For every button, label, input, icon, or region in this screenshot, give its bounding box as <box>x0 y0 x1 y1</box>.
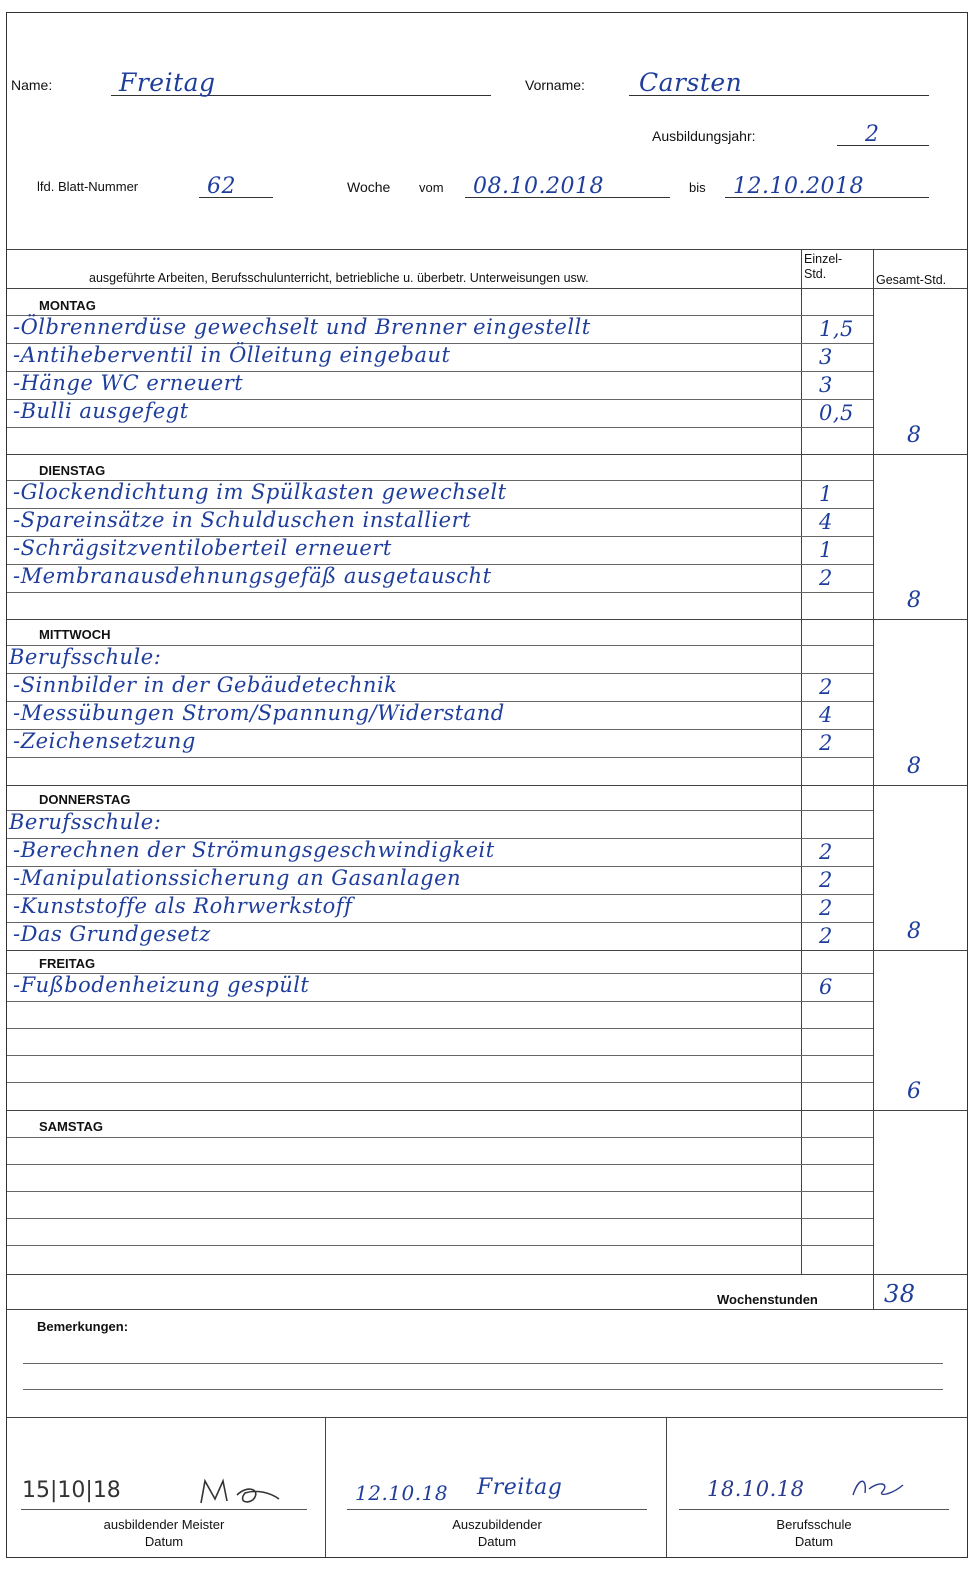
total-freitag: 6 <box>907 1079 922 1104</box>
schule-sign-line <box>679 1509 949 1510</box>
col-einzel-header-1: Einzel- <box>804 252 843 266</box>
day-label-donnerstag: DONNERSTAG <box>39 792 131 807</box>
signature-top-line <box>7 1417 967 1418</box>
vorname-field <box>629 68 929 97</box>
total-mittwoch: 8 <box>907 754 922 779</box>
table-top-line <box>7 249 967 250</box>
entry-dienstag-1: -Glockendichtung im Spülkasten gewechselt <box>13 480 507 504</box>
name-field <box>111 68 491 97</box>
vom-field <box>465 173 670 198</box>
blatt-field <box>199 173 273 198</box>
rule <box>7 1218 873 1219</box>
hours-mittwoch-2: 4 <box>819 703 833 727</box>
rule <box>7 592 873 593</box>
schule-signature-icon <box>849 1473 909 1503</box>
entry-mittwoch-1: -Sinnbilder in der Gebäudetechnik <box>13 673 398 697</box>
hours-donnerstag-1: 2 <box>819 840 833 864</box>
entry-donnerstag-1: -Berechnen der Strömungsgeschwindigkeit <box>13 838 495 862</box>
rule <box>7 1028 873 1029</box>
entry-dienstag-3: -Schrägsitzventiloberteil erneuert <box>13 536 392 560</box>
day-separator <box>7 785 967 786</box>
entry-mittwoch-2: -Messübungen Strom/Spannung/Widerstand <box>13 701 505 725</box>
entry-donnerstag-4: -Das Grundgesetz <box>13 922 211 946</box>
hours-donnerstag-4: 2 <box>819 924 833 948</box>
meister-caption-2: Datum <box>144 1534 184 1549</box>
heading-donnerstag: Berufsschule: <box>9 810 162 834</box>
hours-donnerstag-2: 2 <box>819 868 833 892</box>
azubi-sign-line <box>347 1509 647 1510</box>
azubi-date: 12.10.18 <box>355 1481 449 1505</box>
meister-date: 15|10|18 <box>22 1478 121 1503</box>
vom-value: 08.10.2018 <box>473 174 604 199</box>
entry-montag-2: -Antiheberventil in Ölleitung eingebaut <box>13 343 451 367</box>
day-separator <box>7 454 967 455</box>
rule <box>7 427 873 428</box>
day-label-mittwoch: MITTWOCH <box>39 627 111 642</box>
day-label-freitag: FREITAG <box>39 956 96 971</box>
day-separator <box>7 950 967 951</box>
hours-dienstag-2: 4 <box>819 510 833 534</box>
bemerkungen-line-1 <box>23 1363 943 1364</box>
woche-label: Woche <box>347 179 391 195</box>
bis-label: bis <box>689 180 706 195</box>
col-main-header: ausgeführte Arbeiten, Berufsschulunterricht, betriebliche u. überbetr. Unterweisungen usw. <box>89 271 589 285</box>
hours-dienstag-4: 2 <box>819 566 833 590</box>
total-montag: 8 <box>907 423 922 448</box>
entry-donnerstag-2: -Manipulationssicherung an Gasanlagen <box>13 866 462 890</box>
day-label-dienstag: DIENSTAG <box>39 463 106 478</box>
total-donnerstag: 8 <box>907 919 922 944</box>
wochenstunden-value: 38 <box>884 1280 916 1308</box>
day-separator <box>7 619 967 620</box>
bemerkungen-label: Bemerkungen: <box>37 1319 129 1334</box>
hours-montag-2: 3 <box>819 345 833 369</box>
ausbildungsjahr-label: Ausbildungsjahr: <box>652 128 756 144</box>
meister-caption-1: ausbildender Meister <box>103 1517 225 1532</box>
day-separator <box>7 1110 967 1111</box>
schule-caption <box>679 1516 949 1550</box>
hours-freitag-1: 6 <box>819 975 833 999</box>
heading-mittwoch: Berufsschule: <box>9 645 162 669</box>
azubi-caption-2: Datum <box>477 1534 517 1549</box>
col-gesamt-divider <box>873 249 874 1309</box>
entry-montag-1: -Ölbrennerdüse gewechselt und Brenner eingestellt <box>13 315 591 339</box>
rule <box>7 1055 873 1056</box>
hours-mittwoch-3: 2 <box>819 731 833 755</box>
wochenstunden-label: Wochenstunden <box>717 1292 818 1307</box>
blatt-label: lfd. Blatt-Nummer <box>37 179 139 194</box>
meister-signature-icon <box>197 1475 287 1509</box>
entry-donnerstag-3: -Kunststoffe als Rohrwerkstoff <box>13 894 353 918</box>
entry-mittwoch-3: -Zeichensetzung <box>13 729 196 753</box>
bemerkungen-line-2 <box>23 1389 943 1390</box>
schule-caption-1: Berufsschule <box>776 1517 852 1532</box>
bis-value: 12.10.2018 <box>733 174 864 199</box>
rule <box>7 1001 873 1002</box>
table-bottom-line <box>7 1274 967 1275</box>
hours-montag-4: 0,5 <box>819 401 854 425</box>
col-einzel-header <box>804 252 842 282</box>
col-gesamt-header: Gesamt-Std. <box>876 273 947 287</box>
hours-montag-3: 3 <box>819 373 833 397</box>
signature-divider-1 <box>325 1417 326 1557</box>
name-value: Freitag <box>119 68 216 97</box>
summary-line <box>7 1309 967 1310</box>
day-label-montag: MONTAG <box>39 298 96 313</box>
rule <box>7 1191 873 1192</box>
ausbildungsjahr-value: 2 <box>865 122 880 147</box>
rule <box>7 1082 873 1083</box>
rule <box>7 1164 873 1165</box>
total-dienstag: 8 <box>907 588 922 613</box>
azubi-caption <box>347 1516 647 1550</box>
blatt-value: 62 <box>207 174 236 199</box>
day-label-samstag: SAMSTAG <box>39 1119 104 1134</box>
schule-caption-2: Datum <box>794 1534 834 1549</box>
hours-montag-1: 1,5 <box>819 317 854 341</box>
col-einzel-divider <box>801 249 802 1274</box>
vorname-label: Vorname: <box>525 77 585 93</box>
entry-montag-4: -Bulli ausgefegt <box>13 399 189 423</box>
rule <box>7 1137 873 1138</box>
entry-montag-3: -Hänge WC erneuert <box>13 371 244 395</box>
name-label: Name: <box>11 77 53 93</box>
col-einzel-header-2: Std. <box>804 267 827 281</box>
meister-caption <box>21 1516 307 1550</box>
vom-label: vom <box>419 180 444 195</box>
signature-divider-2 <box>666 1417 667 1557</box>
vorname-value: Carsten <box>639 68 743 97</box>
rule <box>7 757 873 758</box>
table-header-line <box>7 288 967 289</box>
azubi-caption-1: Auszubildender <box>452 1517 542 1532</box>
hours-donnerstag-3: 2 <box>819 896 833 920</box>
entry-dienstag-2: -Spareinsätze in Schulduschen installiert <box>13 508 472 532</box>
meister-sign-line <box>21 1509 307 1510</box>
bis-field <box>725 173 929 198</box>
azubi-signature: Freitag <box>477 1475 563 1500</box>
report-sheet <box>6 12 968 1558</box>
hours-mittwoch-1: 2 <box>819 675 833 699</box>
rule <box>7 1245 873 1246</box>
schule-date: 18.10.18 <box>707 1477 805 1501</box>
hours-dienstag-3: 1 <box>819 538 833 562</box>
hours-dienstag-1: 1 <box>819 482 833 506</box>
entry-freitag-1: -Fußbodenheizung gespült <box>13 973 310 997</box>
entry-dienstag-4: -Membranausdehnungsgefäß ausgetauscht <box>13 564 492 588</box>
ausbildungsjahr-field <box>837 121 929 146</box>
